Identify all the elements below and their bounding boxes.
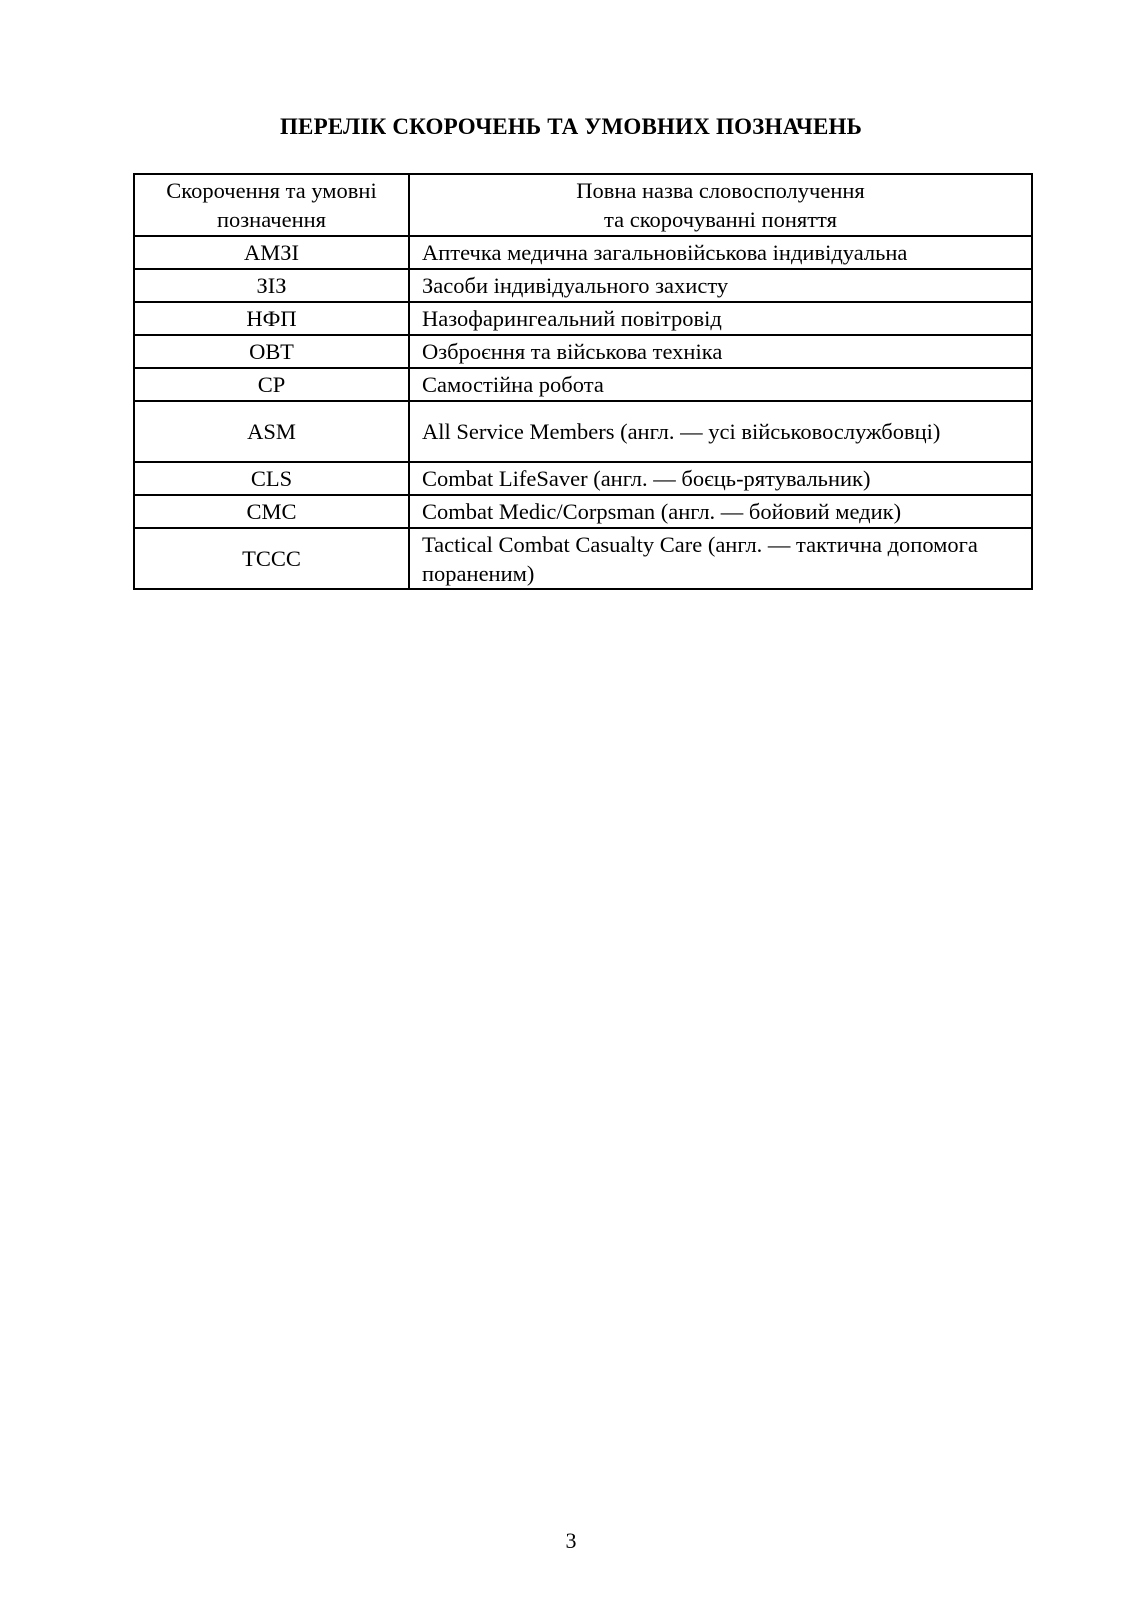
table-row — [134, 236, 1032, 269]
full-name-cell: Combat Medic/Corpsman (англ. — бойовий медик) — [409, 495, 1032, 528]
table-row — [134, 302, 1032, 335]
header-full-name-line-2: та скорочуванні поняття — [604, 207, 837, 232]
table-row — [134, 269, 1032, 302]
abbreviation-cell: НФП — [134, 302, 409, 335]
header-abbreviation — [134, 174, 409, 236]
abbreviations-table — [133, 173, 1033, 590]
table-row — [134, 368, 1032, 401]
abbreviation-cell: АМЗІ — [134, 236, 409, 269]
abbreviation-cell: TCCC — [134, 528, 409, 589]
table-row — [134, 462, 1032, 495]
page-title: ПЕРЕЛІК СКОРОЧЕНЬ ТА УМОВНИХ ПОЗНАЧЕНЬ — [279, 114, 863, 139]
full-name-cell: Самостійна робота — [409, 368, 1032, 401]
full-name-cell: Tactical Combat Casualty Care (англ. — тактична допомога пораненим) — [409, 528, 1032, 589]
abbreviation-cell: ЗІЗ — [134, 269, 409, 302]
full-name-cell: Аптечка медична загальновійськова індивідуальна — [409, 236, 1032, 269]
abbreviation-cell: CMC — [134, 495, 409, 528]
table-row — [134, 495, 1032, 528]
header-full-name-line-1: Повна назва словосполучення — [576, 178, 865, 203]
table-row — [134, 401, 1032, 462]
page-number: 3 — [565, 1528, 577, 1553]
abbreviation-cell: CLS — [134, 462, 409, 495]
table-row — [134, 528, 1032, 589]
header-abbreviation-line-2: позначення — [216, 207, 327, 232]
table-header-row — [134, 174, 1032, 236]
abbreviation-cell: СР — [134, 368, 409, 401]
header-abbreviation-line-1: Скорочення та умовні — [166, 178, 377, 203]
full-name-cell: Назофарингеальний повітровід — [409, 302, 1032, 335]
abbreviation-cell: ОВТ — [134, 335, 409, 368]
full-name-cell: All Service Members (англ. — усі військовослужбовці) — [409, 401, 1032, 462]
full-name-cell: Засоби індивідуального захисту — [409, 269, 1032, 302]
full-name-cell: Озброєння та військова техніка — [409, 335, 1032, 368]
header-full-name — [409, 174, 1032, 236]
table-row — [134, 335, 1032, 368]
full-name-cell: Combat LifeSaver (англ. — боєць-рятувальник) — [409, 462, 1032, 495]
abbreviation-cell: ASM — [134, 401, 409, 462]
